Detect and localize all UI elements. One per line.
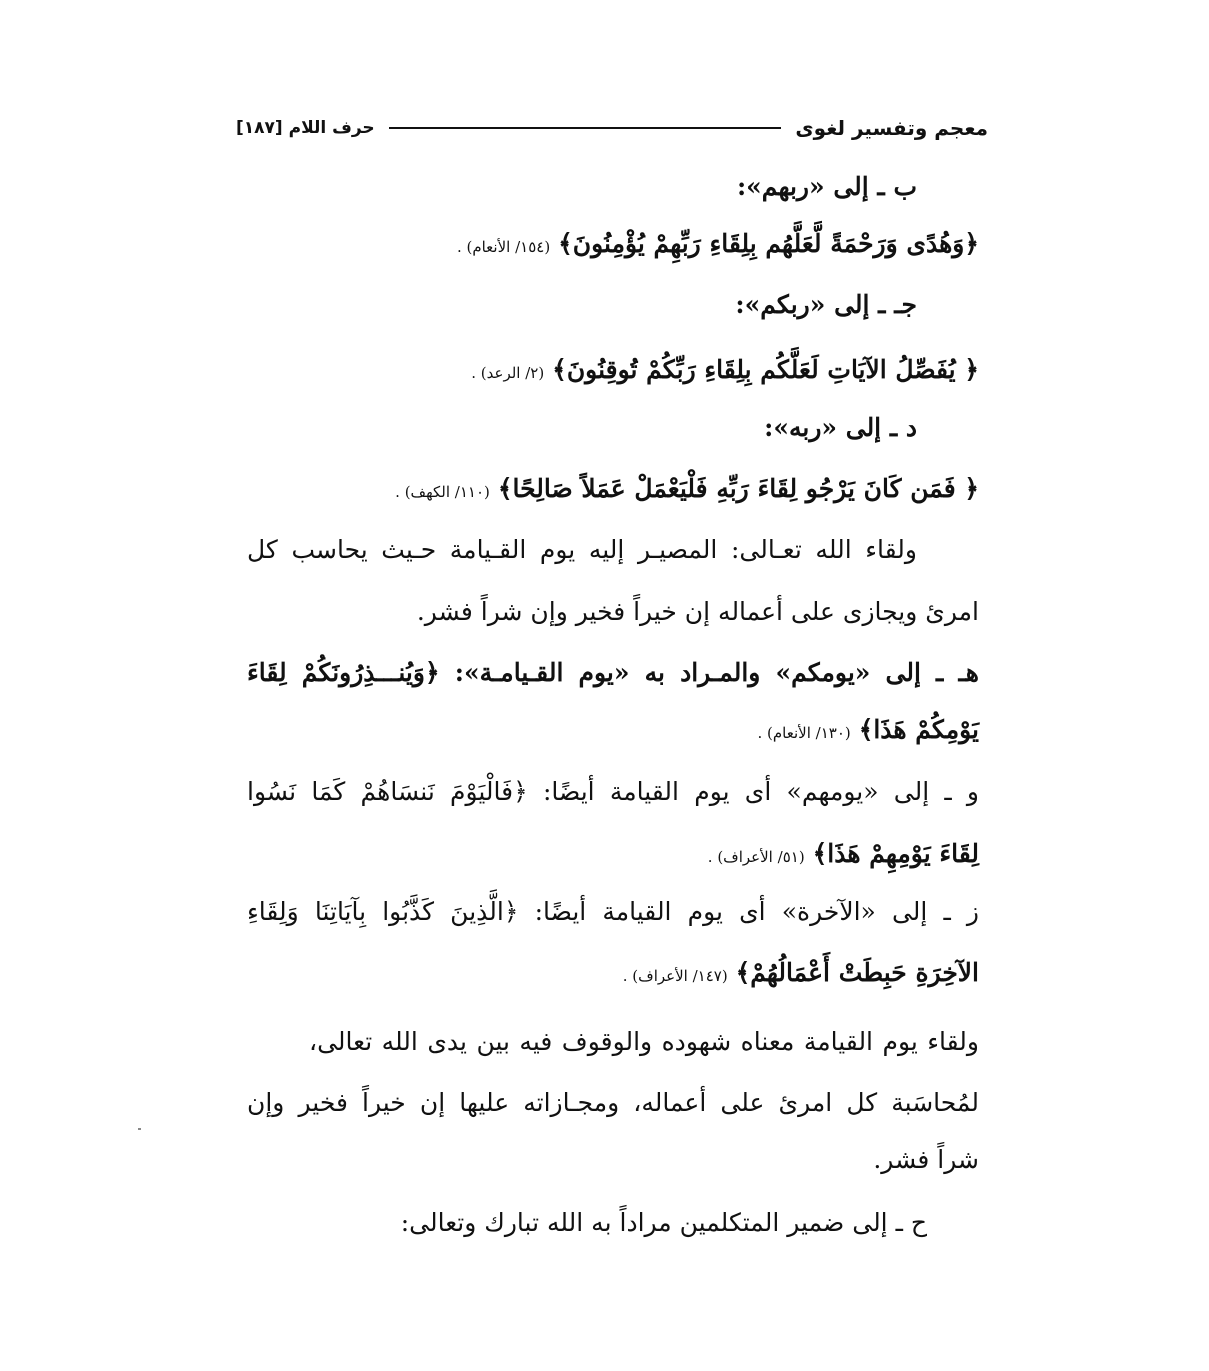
item-w-line-2 [708,837,979,874]
item-h-line-2 [758,713,980,750]
item-b-verse-line [457,227,979,264]
item-j-label: جـ ـ إلى «ربكم»: [735,290,917,319]
running-header [236,113,988,143]
paragraph-2-line-2: لمُحاسَبة كل امرئ على أعماله، ومجـازاته عليها إن خيراً فخير وإن [247,1088,979,1117]
item-z-verse-end: الآخِرَةِ حَبِطَتْ أَعْمَالُهُمْ﴾ [735,958,979,987]
item-h-ref: (١٣٠/ الأنعام) . [757,724,851,742]
item-b-ref: (١٥٤/ الأنعام) . [456,238,551,256]
paragraph-2-line-1: ولقاء يوم القيامة معناه شهوده والوقوف فيه بين يدى الله تعالى، [309,1027,979,1056]
paragraph-1-line-1: ولقاء الله تعـالى: المصيـر إليه يوم القـيامة حـيث يحاسب كل [247,535,917,564]
item-j-ref: (٢/ الرعد) . [471,364,545,382]
book-title: معجم وتفسير لغوى [795,116,988,140]
item-w-line-1: و ـ إلى «يومهم» أى يوم القيامة أيضًا: ﴿فَالْيَوْمَ نَنسَاهُمْ كَمَا نَسُوا [247,777,979,806]
item-h-line-1: هـ ـ إلى «يومكم» والمـراد به «يوم القـيامـة»: ﴿وَيُنـــذِرُونَكُمْ لِقَاءَ [247,658,979,687]
item-z-line-2 [623,956,979,993]
item-j-verse-line [471,353,979,390]
item-d-ref: (١١٠/ الكهف) . [395,483,490,501]
item-d-verse-line [395,472,979,509]
item-b-verse: ﴿وَهُدًى وَرَحْمَةً لَّعَلَّهُم بِلِقَاءِ رَبِّهِمْ يُؤْمِنُونَ﴾ [558,229,979,258]
item-j-verse: ﴿ يُفَصِّلُ الآيَاتِ لَعَلَّكُم بِلِقَاءِ رَبِّكُمْ تُوقِنُونَ﴾ [552,355,979,384]
header-rule [389,127,782,129]
item-d-verse: ﴿ فَمَن كَانَ يَرْجُو لِقَاءَ رَبِّهِ فَلْيَعْمَلْ عَمَلاً صَالِحًا﴾ [497,474,979,503]
paragraph-2-line-3: شراً فشر. [873,1145,979,1174]
item-d-label: د ـ إلى «ربه»: [764,413,917,442]
item-w-ref: (٥١/ الأعراف) . [707,848,805,866]
item-w-verse-end: لِقَاءَ يَوْمِهِمْ هَذَا﴾ [812,839,979,868]
item-z-line-1: ز ـ إلى «الآخرة» أى يوم القيامة أيضًا: ﴿الَّذِينَ كَذَّبُوا بِآيَاتِنَا وَلِقَاءِ [247,897,979,926]
paragraph-1-line-2: امرئ ويجازى على أعماله إن خيراً فخير وإن شراً فشر. [416,597,979,626]
chapter-page-number: حرف اللام [١٨٧] [236,118,375,138]
item-h2-line: ح ـ إلى ضمير المتكلمين مراداً به الله تبارك وتعالى: [400,1208,927,1237]
item-z-ref: (١٤٧/ الأعراف) . [622,967,728,985]
item-b-label: ب ـ إلى «ربهم»: [736,172,917,201]
scan-speck [138,1128,141,1130]
item-h-verse-end: يَوْمِكُمْ هَذَا﴾ [858,715,979,744]
